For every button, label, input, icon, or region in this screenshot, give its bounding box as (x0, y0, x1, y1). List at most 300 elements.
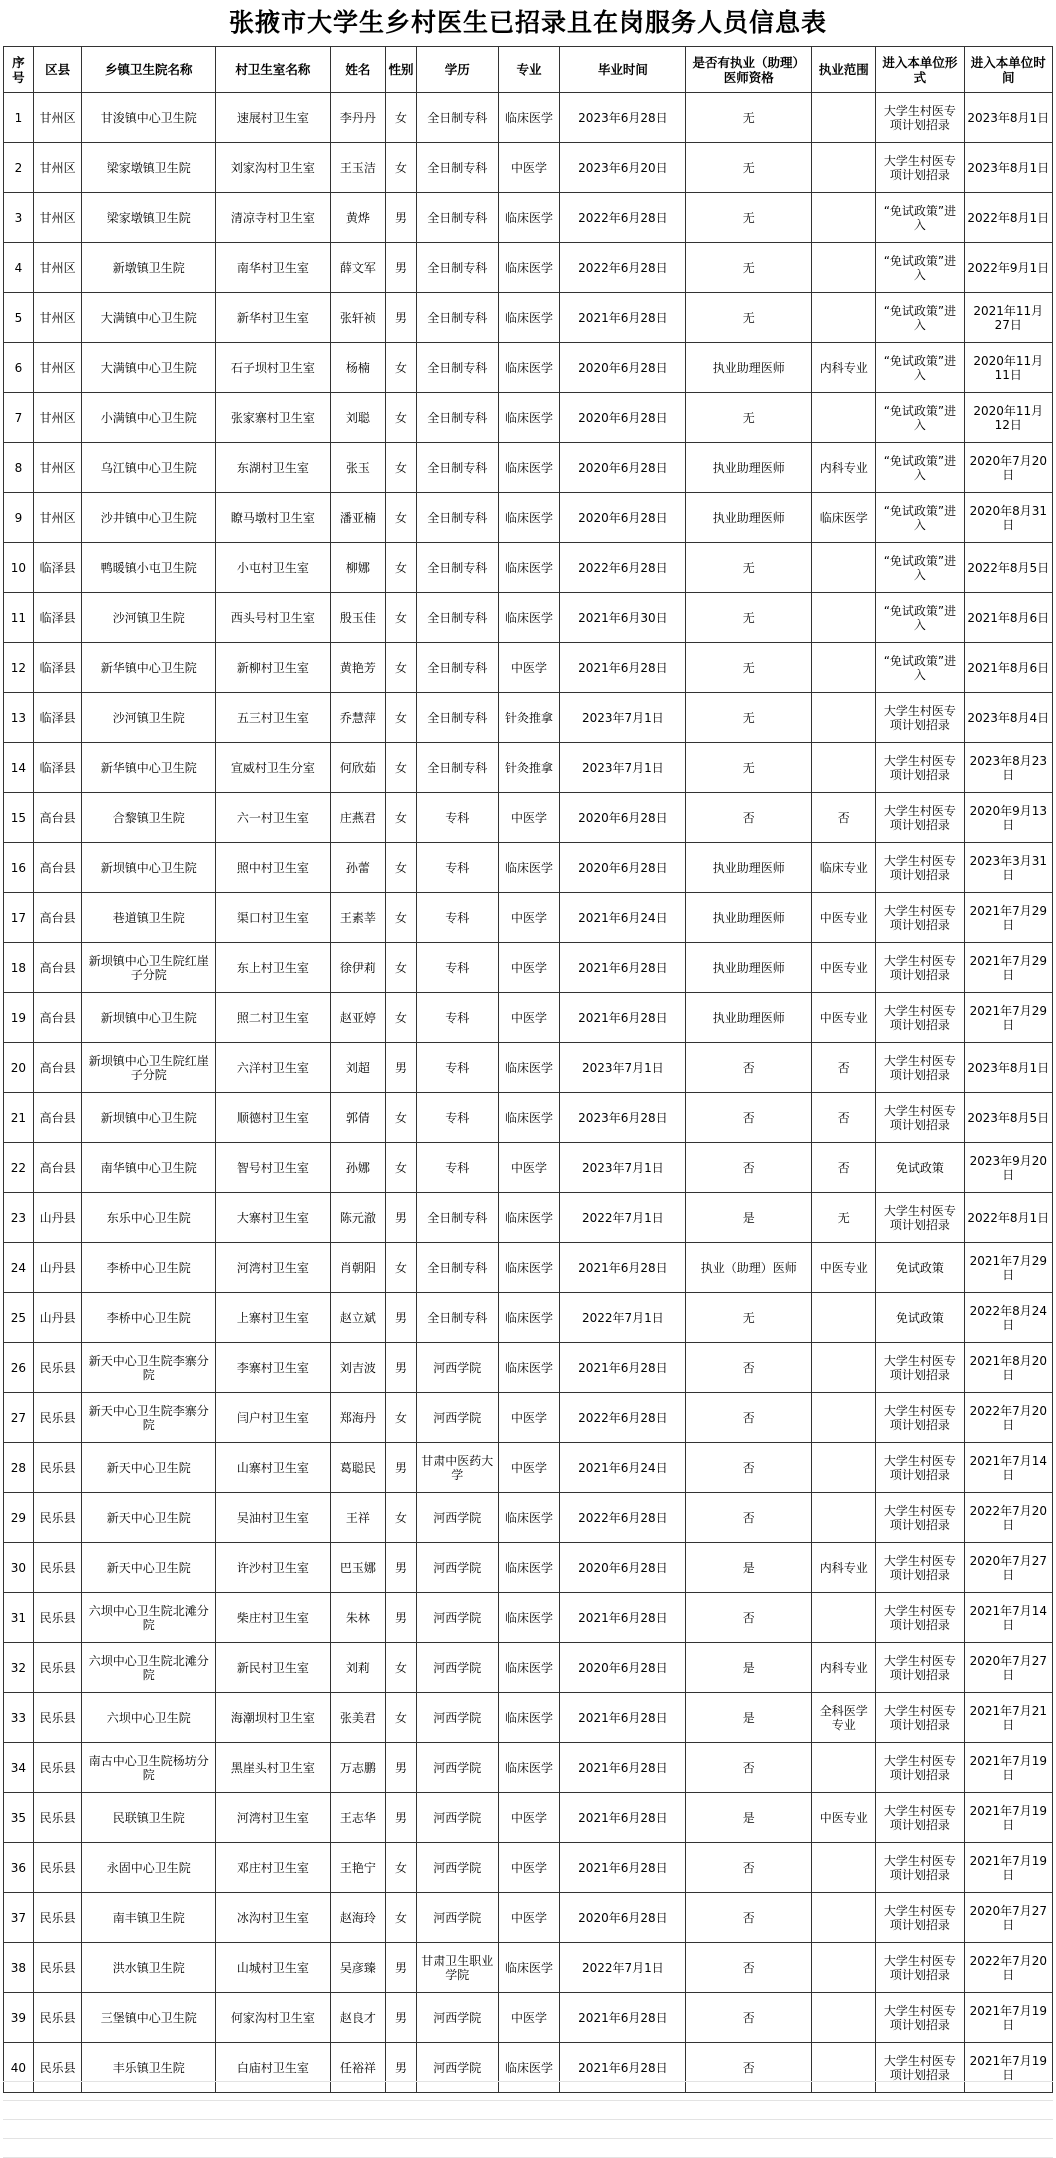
cell-name: 万志鹏 (330, 1743, 385, 1793)
cell-gender: 女 (386, 1843, 417, 1893)
table-row (4, 993, 1053, 1043)
cell-physician-qualification: 否 (686, 1493, 812, 1543)
cell-graduation-date: 2021年6月28日 (560, 993, 686, 1043)
cell-township-hospital: 梁家墩镇卫生院 (82, 143, 216, 193)
cell-district: 民乐县 (33, 1593, 82, 1643)
cell-graduation-date: 2023年7月1日 (560, 743, 686, 793)
cell-major: 临床医学 (498, 1643, 560, 1693)
cell-graduation-date: 2020年6月28日 (560, 1643, 686, 1693)
cell-major: 临床医学 (498, 443, 560, 493)
cell-major: 临床医学 (498, 1943, 560, 1993)
table-row (4, 743, 1053, 793)
cell-major: 临床医学 (498, 1343, 560, 1393)
cell-entry-date: 2021年7月14日 (964, 1443, 1052, 1493)
cell-name: 徐伊莉 (330, 943, 385, 993)
cell-practice-scope: 临床医学 (812, 493, 876, 543)
cell-name: 薛文军 (330, 243, 385, 293)
table-row (4, 1743, 1053, 1793)
cell-township-hospital: 东乐中心卫生院 (82, 1193, 216, 1243)
cell-education: 河西学院 (416, 1593, 498, 1643)
cell-district: 高台县 (33, 1043, 82, 1093)
cell-physician-qualification: 无 (686, 543, 812, 593)
cell-practice-scope (812, 243, 876, 293)
cell-seq: 30 (4, 1543, 34, 1593)
cell-entry-form: “免试政策”进入 (876, 343, 964, 393)
cell-graduation-date: 2023年7月1日 (560, 693, 686, 743)
table-row (4, 1243, 1053, 1293)
cell-practice-scope (812, 1743, 876, 1793)
cell-practice-scope: 无 (812, 1193, 876, 1243)
cell-entry-form: 免试政策 (876, 1243, 964, 1293)
cell-township-hospital: 沙井镇中心卫生院 (82, 493, 216, 543)
cell-education: 全日制专科 (416, 593, 498, 643)
cell-graduation-date: 2021年6月28日 (560, 1793, 686, 1843)
cell-graduation-date: 2021年6月28日 (560, 1243, 686, 1293)
cell-township-hospital: 小满镇中心卫生院 (82, 393, 216, 443)
cell-entry-date: 2023年9月20日 (964, 1143, 1052, 1193)
table-row (4, 93, 1053, 143)
cell-seq: 19 (4, 993, 34, 1043)
cell-gender: 女 (386, 693, 417, 743)
cell-education: 全日制专科 (416, 143, 498, 193)
cell-major: 中医学 (498, 1893, 560, 1943)
cell-seq: 25 (4, 1293, 34, 1343)
table-row (4, 1443, 1053, 1493)
cell-village-clinic: 李寨村卫生室 (216, 1343, 331, 1393)
table-row (4, 593, 1053, 643)
cell-physician-qualification: 否 (686, 1343, 812, 1393)
cell-district: 民乐县 (33, 1743, 82, 1793)
cell-seq: 9 (4, 493, 34, 543)
cell-name: 张玉 (330, 443, 385, 493)
cell-township-hospital: 巷道镇卫生院 (82, 893, 216, 943)
cell-entry-form: 大学生村医专项计划招录 (876, 1593, 964, 1643)
cell-entry-form: “免试政策”进入 (876, 243, 964, 293)
cell-village-clinic: 东湖村卫生室 (216, 443, 331, 493)
cell-education: 河西学院 (416, 1543, 498, 1593)
cell-entry-form: 大学生村医专项计划招录 (876, 1693, 964, 1743)
cell-village-clinic: 山城村卫生室 (216, 1943, 331, 1993)
cell-gender: 女 (386, 1143, 417, 1193)
cell-entry-form: 大学生村医专项计划招录 (876, 743, 964, 793)
column-header-name: 姓名 (330, 47, 385, 93)
cell-township-hospital: 南古中心卫生院杨坊分院 (82, 1743, 216, 1793)
cell-major: 临床医学 (498, 493, 560, 543)
cell-gender: 男 (386, 1293, 417, 1343)
cell-physician-qualification: 执业助理医师 (686, 943, 812, 993)
cell-district: 高台县 (33, 793, 82, 843)
cell-district: 甘州区 (33, 393, 82, 443)
cell-name: 肖朝阳 (330, 1243, 385, 1293)
cell-education: 河西学院 (416, 2043, 498, 2093)
cell-graduation-date: 2023年6月20日 (560, 143, 686, 193)
cell-education: 全日制专科 (416, 93, 498, 143)
cell-major: 中医学 (498, 943, 560, 993)
cell-district: 山丹县 (33, 1293, 82, 1343)
cell-physician-qualification: 否 (686, 1143, 812, 1193)
cell-entry-form: 大学生村医专项计划招录 (876, 1793, 964, 1843)
cell-entry-date: 2022年7月20日 (964, 1393, 1052, 1443)
cell-district: 高台县 (33, 1093, 82, 1143)
cell-name: 朱林 (330, 1593, 385, 1643)
cell-gender: 男 (386, 1443, 417, 1493)
cell-district: 高台县 (33, 893, 82, 943)
cell-graduation-date: 2020年6月28日 (560, 393, 686, 443)
cell-entry-date: 2022年8月5日 (964, 543, 1052, 593)
cell-major: 临床医学 (498, 543, 560, 593)
cell-district: 高台县 (33, 843, 82, 893)
cell-entry-form: 大学生村医专项计划招录 (876, 1943, 964, 1993)
cell-physician-qualification: 无 (686, 293, 812, 343)
cell-entry-date: 2020年9月13日 (964, 793, 1052, 843)
cell-village-clinic: 山寨村卫生室 (216, 1443, 331, 1493)
cell-graduation-date: 2021年6月24日 (560, 893, 686, 943)
cell-practice-scope (812, 643, 876, 693)
cell-entry-date: 2023年8月1日 (964, 143, 1052, 193)
cell-major: 临床医学 (498, 1243, 560, 1293)
cell-township-hospital: 李桥中心卫生院 (82, 1293, 216, 1343)
cell-physician-qualification: 执业助理医师 (686, 893, 812, 943)
cell-major: 临床医学 (498, 1493, 560, 1543)
cell-practice-scope: 内科专业 (812, 1643, 876, 1693)
cell-graduation-date: 2020年6月28日 (560, 1543, 686, 1593)
cell-seq: 37 (4, 1893, 34, 1943)
column-header-entry-date: 进入本单位时间 (964, 47, 1052, 93)
cell-entry-date: 2021年7月19日 (964, 2043, 1052, 2093)
cell-township-hospital: 新坝镇中心卫生院红崖子分院 (82, 943, 216, 993)
cell-entry-date: 2021年7月19日 (964, 1793, 1052, 1843)
cell-district: 民乐县 (33, 1443, 82, 1493)
cell-entry-date: 2021年7月29日 (964, 1243, 1052, 1293)
cell-entry-date: 2020年7月27日 (964, 1643, 1052, 1693)
cell-village-clinic: 上寨村卫生室 (216, 1293, 331, 1343)
cell-seq: 23 (4, 1193, 34, 1243)
cell-physician-qualification: 否 (686, 1943, 812, 1993)
cell-practice-scope (812, 1493, 876, 1543)
table-row (4, 493, 1053, 543)
cell-education: 全日制专科 (416, 393, 498, 443)
cell-name: 乔慧萍 (330, 693, 385, 743)
cell-name: 王玉洁 (330, 143, 385, 193)
table-row (4, 1493, 1053, 1543)
cell-practice-scope (812, 543, 876, 593)
table-row (4, 1993, 1053, 2043)
cell-entry-form: 大学生村医专项计划招录 (876, 1193, 964, 1243)
cell-education: 河西学院 (416, 1493, 498, 1543)
table-row (4, 1843, 1053, 1893)
cell-graduation-date: 2021年6月28日 (560, 2043, 686, 2093)
cell-seq: 26 (4, 1343, 34, 1393)
cell-name: 李丹丹 (330, 93, 385, 143)
cell-district: 民乐县 (33, 1943, 82, 1993)
cell-physician-qualification: 无 (686, 643, 812, 693)
cell-township-hospital: 新天中心卫生院李寨分院 (82, 1393, 216, 1443)
cell-seq: 27 (4, 1393, 34, 1443)
cell-seq: 32 (4, 1643, 34, 1693)
cell-district: 民乐县 (33, 2043, 82, 2093)
cell-township-hospital: 丰乐镇卫生院 (82, 2043, 216, 2093)
cell-entry-date: 2022年8月1日 (964, 1193, 1052, 1243)
column-header-practice-scope: 执业范围 (812, 47, 876, 93)
cell-graduation-date: 2021年6月28日 (560, 1693, 686, 1743)
cell-entry-date: 2020年7月27日 (964, 1893, 1052, 1943)
cell-physician-qualification: 无 (686, 143, 812, 193)
empty-grid-area (3, 2081, 1053, 2158)
cell-township-hospital: 南丰镇卫生院 (82, 1893, 216, 1943)
cell-entry-form: 免试政策 (876, 1293, 964, 1343)
cell-gender: 女 (386, 93, 417, 143)
cell-township-hospital: 梁家墩镇卫生院 (82, 193, 216, 243)
cell-practice-scope (812, 293, 876, 343)
cell-seq: 36 (4, 1843, 34, 1893)
cell-major: 临床医学 (498, 243, 560, 293)
cell-gender: 女 (386, 793, 417, 843)
cell-practice-scope: 否 (812, 793, 876, 843)
cell-district: 高台县 (33, 1143, 82, 1193)
cell-township-hospital: 洪水镇卫生院 (82, 1943, 216, 1993)
cell-entry-date: 2022年7月20日 (964, 1493, 1052, 1543)
cell-township-hospital: 新华镇中心卫生院 (82, 743, 216, 793)
cell-entry-form: 大学生村医专项计划招录 (876, 1893, 964, 1943)
cell-gender: 女 (386, 593, 417, 643)
cell-township-hospital: 沙河镇卫生院 (82, 593, 216, 643)
cell-practice-scope (812, 693, 876, 743)
column-header-seq: 序号 (4, 47, 34, 93)
cell-gender: 男 (386, 1193, 417, 1243)
table-row (4, 243, 1053, 293)
cell-village-clinic: 大寨村卫生室 (216, 1193, 331, 1243)
cell-major: 临床医学 (498, 343, 560, 393)
cell-district: 甘州区 (33, 343, 82, 393)
cell-entry-form: “免试政策”进入 (876, 593, 964, 643)
cell-physician-qualification: 否 (686, 1593, 812, 1643)
table-row (4, 1693, 1053, 1743)
cell-entry-date: 2021年11月27日 (964, 293, 1052, 343)
cell-district: 甘州区 (33, 443, 82, 493)
cell-practice-scope (812, 1293, 876, 1343)
table-row (4, 1043, 1053, 1093)
cell-major: 临床医学 (498, 1193, 560, 1243)
cell-district: 甘州区 (33, 93, 82, 143)
cell-village-clinic: 闫户村卫生室 (216, 1393, 331, 1443)
table-row (4, 343, 1053, 393)
cell-graduation-date: 2021年6月28日 (560, 1993, 686, 2043)
cell-district: 民乐县 (33, 1843, 82, 1893)
cell-entry-date: 2022年9月1日 (964, 243, 1052, 293)
table-row (4, 393, 1053, 443)
cell-graduation-date: 2020年6月28日 (560, 843, 686, 893)
table-row (4, 643, 1053, 693)
cell-graduation-date: 2021年6月28日 (560, 643, 686, 693)
cell-township-hospital: 永固中心卫生院 (82, 1843, 216, 1893)
cell-education: 全日制专科 (416, 443, 498, 493)
cell-graduation-date: 2023年6月28日 (560, 1093, 686, 1143)
table-row (4, 793, 1053, 843)
cell-major: 中医学 (498, 143, 560, 193)
cell-education: 全日制专科 (416, 493, 498, 543)
cell-seq: 18 (4, 943, 34, 993)
cell-gender: 男 (386, 1743, 417, 1793)
table-header-row (4, 47, 1053, 93)
cell-township-hospital: 新天中心卫生院李寨分院 (82, 1343, 216, 1393)
cell-entry-date: 2021年7月19日 (964, 1993, 1052, 2043)
cell-seq: 3 (4, 193, 34, 243)
cell-gender: 女 (386, 943, 417, 993)
cell-practice-scope (812, 143, 876, 193)
cell-district: 山丹县 (33, 1243, 82, 1293)
cell-district: 临泽县 (33, 643, 82, 693)
cell-entry-form: 大学生村医专项计划招录 (876, 1043, 964, 1093)
cell-gender: 女 (386, 343, 417, 393)
table-row (4, 143, 1053, 193)
cell-seq: 7 (4, 393, 34, 443)
cell-major: 中医学 (498, 1993, 560, 2043)
cell-physician-qualification: 否 (686, 1393, 812, 1443)
cell-education: 河西学院 (416, 1393, 498, 1443)
cell-major: 临床医学 (498, 1293, 560, 1343)
cell-practice-scope: 内科专业 (812, 1543, 876, 1593)
cell-education: 河西学院 (416, 1993, 498, 2043)
cell-township-hospital: 新华镇中心卫生院 (82, 643, 216, 693)
cell-seq: 24 (4, 1243, 34, 1293)
cell-physician-qualification: 无 (686, 1293, 812, 1343)
cell-seq: 6 (4, 343, 34, 393)
cell-name: 何欣茹 (330, 743, 385, 793)
cell-physician-qualification: 否 (686, 793, 812, 843)
cell-major: 中医学 (498, 1143, 560, 1193)
cell-graduation-date: 2022年6月28日 (560, 543, 686, 593)
cell-gender: 女 (386, 1093, 417, 1143)
cell-practice-scope: 中医专业 (812, 1243, 876, 1293)
cell-education: 专科 (416, 1043, 498, 1093)
cell-physician-qualification: 执业助理医师 (686, 343, 812, 393)
cell-entry-form: “免试政策”进入 (876, 493, 964, 543)
cell-name: 赵亚婷 (330, 993, 385, 1043)
cell-education: 全日制专科 (416, 543, 498, 593)
cell-entry-date: 2022年7月20日 (964, 1943, 1052, 1993)
cell-major: 中医学 (498, 893, 560, 943)
cell-name: 王志华 (330, 1793, 385, 1843)
cell-township-hospital: 三堡镇中心卫生院 (82, 1993, 216, 2043)
cell-major: 临床医学 (498, 293, 560, 343)
cell-entry-date: 2023年8月1日 (964, 1043, 1052, 1093)
cell-entry-form: 大学生村医专项计划招录 (876, 1093, 964, 1143)
cell-seq: 2 (4, 143, 34, 193)
cell-major: 中医学 (498, 1793, 560, 1843)
cell-education: 河西学院 (416, 1693, 498, 1743)
cell-education: 甘肃中医药大学 (416, 1443, 498, 1493)
cell-seq: 28 (4, 1443, 34, 1493)
cell-seq: 5 (4, 293, 34, 343)
cell-entry-date: 2021年8月6日 (964, 593, 1052, 643)
cell-entry-date: 2023年8月1日 (964, 93, 1052, 143)
cell-physician-qualification: 无 (686, 693, 812, 743)
cell-village-clinic: 六洋村卫生室 (216, 1043, 331, 1093)
cell-gender: 男 (386, 243, 417, 293)
cell-major: 针灸推拿 (498, 743, 560, 793)
cell-seq: 22 (4, 1143, 34, 1193)
cell-physician-qualification: 是 (686, 1643, 812, 1693)
cell-gender: 女 (386, 1493, 417, 1543)
cell-district: 民乐县 (33, 1393, 82, 1443)
cell-entry-date: 2022年8月24日 (964, 1293, 1052, 1343)
cell-physician-qualification: 执业助理医师 (686, 993, 812, 1043)
table-row (4, 693, 1053, 743)
cell-physician-qualification: 否 (686, 1743, 812, 1793)
cell-gender: 女 (386, 1893, 417, 1943)
cell-name: 吴彦臻 (330, 1943, 385, 1993)
cell-education: 河西学院 (416, 1643, 498, 1693)
cell-practice-scope (812, 1343, 876, 1393)
cell-village-clinic: 六一村卫生室 (216, 793, 331, 843)
cell-seq: 12 (4, 643, 34, 693)
cell-practice-scope: 中医专业 (812, 1793, 876, 1843)
column-header-education: 学历 (416, 47, 498, 93)
cell-gender: 女 (386, 1393, 417, 1443)
cell-entry-form: 大学生村医专项计划招录 (876, 1743, 964, 1793)
cell-entry-date: 2020年7月27日 (964, 1543, 1052, 1593)
cell-seq: 34 (4, 1743, 34, 1793)
cell-physician-qualification: 是 (686, 1193, 812, 1243)
cell-entry-form: 大学生村医专项计划招录 (876, 1493, 964, 1543)
cell-gender: 男 (386, 1793, 417, 1843)
cell-district: 甘州区 (33, 243, 82, 293)
cell-major: 临床医学 (498, 1743, 560, 1793)
cell-entry-form: “免试政策”进入 (876, 443, 964, 493)
cell-entry-form: 大学生村医专项计划招录 (876, 943, 964, 993)
cell-entry-date: 2020年7月20日 (964, 443, 1052, 493)
cell-entry-date: 2021年7月21日 (964, 1693, 1052, 1743)
cell-district: 甘州区 (33, 193, 82, 243)
cell-village-clinic: 照中村卫生室 (216, 843, 331, 893)
cell-name: 赵良才 (330, 1993, 385, 2043)
cell-village-clinic: 张家寨村卫生室 (216, 393, 331, 443)
cell-seq: 1 (4, 93, 34, 143)
cell-education: 河西学院 (416, 1793, 498, 1843)
cell-township-hospital: 六坝中心卫生院北滩分院 (82, 1643, 216, 1693)
cell-village-clinic: 西头号村卫生室 (216, 593, 331, 643)
cell-physician-qualification: 否 (686, 1993, 812, 2043)
cell-township-hospital: 大满镇中心卫生院 (82, 343, 216, 393)
cell-entry-form: 大学生村医专项计划招录 (876, 143, 964, 193)
cell-township-hospital: 新天中心卫生院 (82, 1493, 216, 1543)
cell-entry-form: “免试政策”进入 (876, 543, 964, 593)
cell-name: 刘聪 (330, 393, 385, 443)
cell-major: 临床医学 (498, 1693, 560, 1743)
table-row (4, 843, 1053, 893)
cell-district: 甘州区 (33, 493, 82, 543)
column-header-district: 区县 (33, 47, 82, 93)
cell-name: 陈元澈 (330, 1193, 385, 1243)
cell-graduation-date: 2023年6月28日 (560, 93, 686, 143)
cell-practice-scope (812, 743, 876, 793)
cell-name: 庄燕君 (330, 793, 385, 843)
cell-physician-qualification: 是 (686, 1543, 812, 1593)
cell-practice-scope (812, 1843, 876, 1893)
cell-graduation-date: 2021年6月28日 (560, 943, 686, 993)
cell-graduation-date: 2021年6月28日 (560, 293, 686, 343)
cell-township-hospital: 南华镇中心卫生院 (82, 1143, 216, 1193)
cell-practice-scope: 否 (812, 1143, 876, 1193)
cell-name: 殷玉佳 (330, 593, 385, 643)
cell-education: 河西学院 (416, 1743, 498, 1793)
cell-village-clinic: 石子坝村卫生室 (216, 343, 331, 393)
cell-practice-scope: 否 (812, 1043, 876, 1093)
cell-seq: 33 (4, 1693, 34, 1743)
cell-physician-qualification: 执业助理医师 (686, 843, 812, 893)
table-row (4, 193, 1053, 243)
cell-seq: 40 (4, 2043, 34, 2093)
